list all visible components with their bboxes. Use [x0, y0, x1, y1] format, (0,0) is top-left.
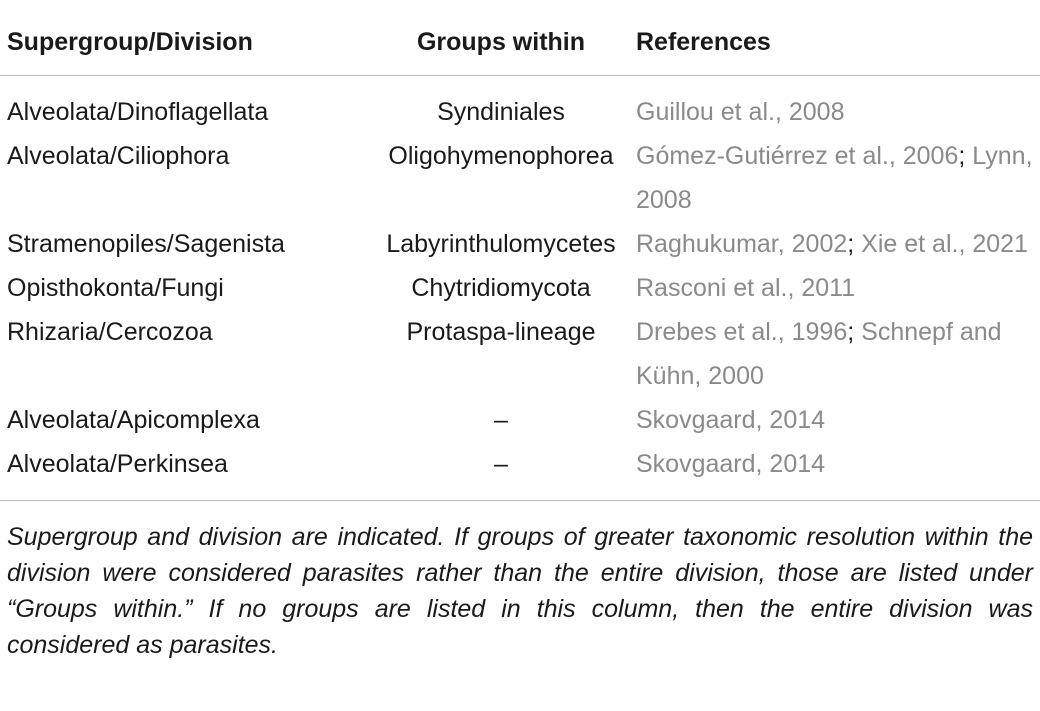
- table-row: [0, 222, 1040, 266]
- reference-separator: ;: [847, 318, 855, 346]
- group-cell: Chytridiomycota: [411, 274, 591, 302]
- group-cell: –: [494, 406, 508, 434]
- references-cell: [634, 134, 1040, 222]
- reference-link[interactable]: Raghukumar, 2002: [636, 230, 848, 258]
- references-cell: [634, 266, 1040, 310]
- division-cell: Alveolata/Perkinsea: [7, 450, 228, 478]
- division-cell: Stramenopiles/Sagenista: [7, 230, 285, 258]
- table-row: [0, 398, 1040, 442]
- division-cell: Opisthokonta/Fungi: [7, 274, 224, 302]
- reference-separator: ;: [847, 230, 855, 258]
- group-cell: Oligohymenophorea: [388, 142, 614, 170]
- reference-link[interactable]: Gómez-Gutiérrez et al., 2006: [636, 142, 959, 170]
- division-cell: Alveolata/Dinoflagellata: [7, 98, 269, 126]
- references-cell: [634, 310, 1040, 398]
- references-cell: [634, 398, 1040, 442]
- reference-link[interactable]: Schnepf and Kühn, 2000: [636, 318, 1002, 390]
- table-row: [0, 310, 1040, 398]
- table-footnote: Supergroup and division are indicated. If groups of greater taxonomic resolution within the division were considered parasites rather than the entire division, those are listed under “Groups within.” If no groups are listed in this column, then the entire division was considered as parasites.: [7, 523, 1033, 659]
- table-row: [0, 76, 1040, 135]
- reference-separator: ;: [958, 142, 966, 170]
- division-cell: Alveolata/Apicomplexa: [7, 406, 260, 434]
- table-row: [0, 266, 1040, 310]
- reference-link[interactable]: Lynn, 2008: [636, 142, 1033, 214]
- division-cell: Rhizaria/Cercozoa: [7, 318, 213, 346]
- table-row: [0, 442, 1040, 500]
- references-cell: [634, 442, 1040, 500]
- header-supergroup-division: Supergroup/Division: [0, 0, 368, 76]
- header-groups-within: Groups within: [368, 0, 634, 76]
- reference-link[interactable]: Skovgaard, 2014: [636, 406, 826, 434]
- group-cell: Labyrinthulomycetes: [386, 230, 616, 258]
- header-references: References: [634, 0, 1040, 76]
- table-row: [0, 134, 1040, 222]
- references-cell: [634, 76, 1040, 135]
- group-cell: Protaspa-lineage: [406, 318, 596, 346]
- table-body: [0, 76, 1040, 501]
- table-header-row: [0, 0, 1040, 76]
- division-cell: Alveolata/Ciliophora: [7, 142, 230, 170]
- reference-link[interactable]: Xie et al., 2021: [861, 230, 1028, 258]
- group-cell: –: [494, 450, 508, 478]
- reference-link[interactable]: Skovgaard, 2014: [636, 450, 826, 478]
- group-cell: Syndiniales: [437, 98, 565, 126]
- reference-link[interactable]: Guillou et al., 2008: [636, 98, 845, 126]
- reference-link[interactable]: Drebes et al., 1996: [636, 318, 848, 346]
- references-cell: [634, 222, 1040, 266]
- reference-link[interactable]: Rasconi et al., 2011: [636, 274, 856, 302]
